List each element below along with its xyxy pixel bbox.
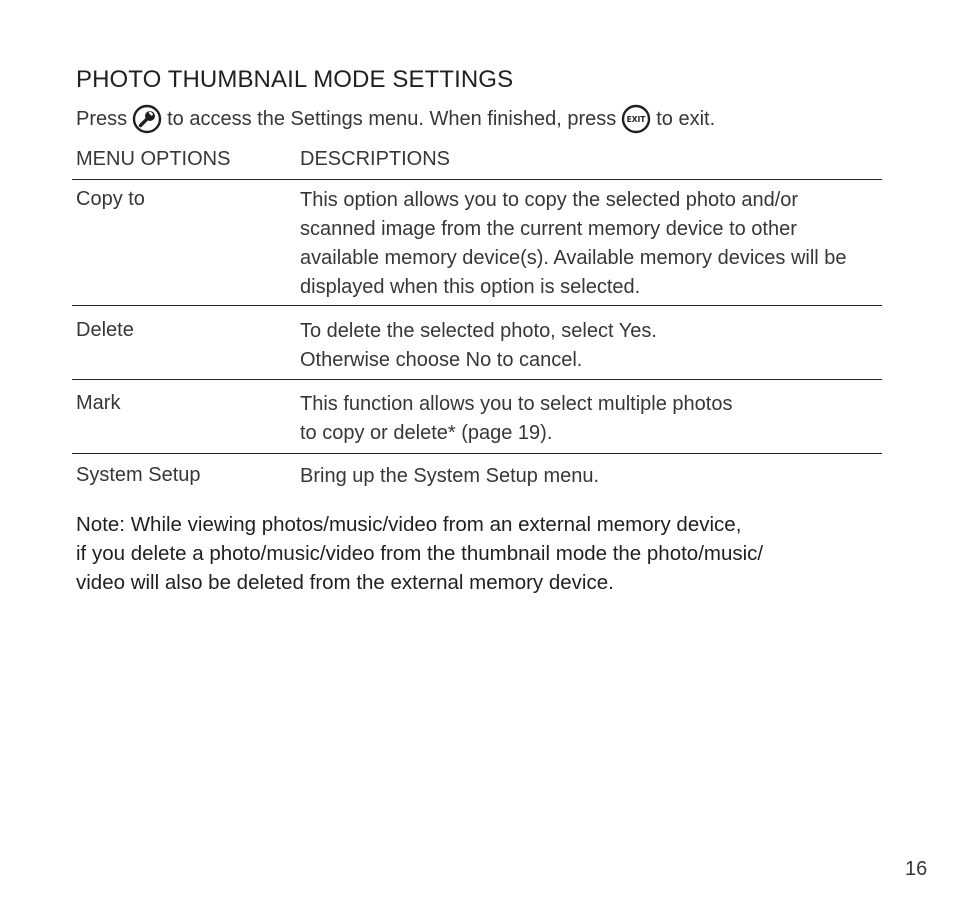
row-divider xyxy=(72,305,882,306)
row-divider xyxy=(72,453,882,454)
note-paragraph xyxy=(76,510,896,597)
note-line: Note: While viewing photos/music/video from an external memory device, xyxy=(76,513,742,536)
note-line: video will also be deleted from the external memory device. xyxy=(76,571,614,594)
description-line: This function allows you to select multiple photos xyxy=(300,393,733,415)
row-system-setup-option: System Setup xyxy=(76,464,201,486)
page-number: 16 xyxy=(905,858,928,880)
header-menu-options: MENU OPTIONS xyxy=(76,148,231,170)
description-line: Bring up the System Setup menu. xyxy=(300,465,600,487)
description-line: To delete the selected photo, select Yes. xyxy=(300,320,657,342)
exit-button-icon xyxy=(621,104,651,134)
description-line: scanned image from the current memory device to other xyxy=(300,218,797,240)
description-line: to copy or delete* (page 19). xyxy=(300,422,553,444)
row-system-setup-description xyxy=(300,462,880,491)
row-copy-to-option: Copy to xyxy=(76,188,145,210)
header-descriptions: DESCRIPTIONS xyxy=(300,148,451,170)
row-mark-option: Mark xyxy=(76,392,121,414)
row-delete-description xyxy=(300,317,880,375)
page-title: PHOTO THUMBNAIL MODE SETTINGS xyxy=(76,66,514,93)
row-delete-option: Delete xyxy=(76,319,134,341)
description-line: available memory device(s). Available memory devices will be xyxy=(300,247,847,269)
row-divider xyxy=(72,379,882,380)
note-line: if you delete a photo/music/video from the thumbnail mode the photo/music/ xyxy=(76,542,764,565)
intro-press: Press xyxy=(76,107,128,130)
row-mark-description xyxy=(300,390,880,448)
intro-line xyxy=(76,104,715,134)
exit-icon-label: EXIT xyxy=(626,115,646,124)
description-line: displayed when this option is selected. xyxy=(300,276,641,298)
description-line: This option allows you to copy the selected photo and/or xyxy=(300,189,799,211)
row-copy-to-description xyxy=(300,186,880,302)
description-line: Otherwise choose No to cancel. xyxy=(300,349,583,371)
table-header-rule xyxy=(72,179,882,180)
wrench-icon xyxy=(132,104,162,134)
intro-exit-text: to exit. xyxy=(656,107,716,130)
intro-access: to access the Settings menu. When finished, press xyxy=(167,107,617,130)
